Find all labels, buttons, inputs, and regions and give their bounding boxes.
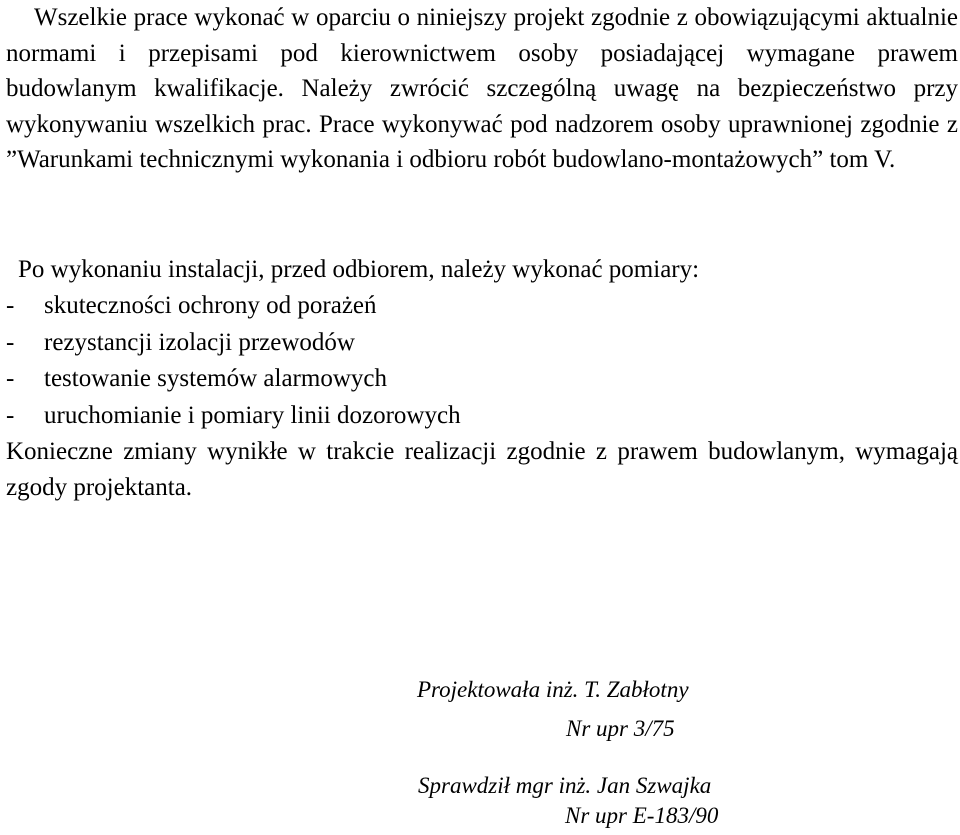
checker-license-number: Nr upr E-183/90	[565, 803, 719, 828]
list-item-text: skuteczności ochrony od porażeń	[44, 292, 377, 319]
measurements-intro: Po wykonaniu instalacji, przed odbiorem, należy wykonać pomiary:	[18, 256, 700, 283]
list-marker: -	[6, 292, 15, 319]
list-item	[6, 288, 461, 325]
intro-paragraph: Wszelkie prace wykonać w oparciu o niniejszy projekt zgodnie z obowiązującymi aktualnie normami i przepisami pod kierownictwem osoby posiadającej wymagane prawem budowlanym kwalifikacje. Należy zwrócić szczególną uwagę na bezpieczeństwo przy wykonywaniu wszelkich prac. Prace wykonywać pod nadzorem osoby uprawnionej zgodnie z ”Warunkami technicznymi wykonania i odbioru robót budowlano-montażowych” tom V.	[6, 4, 958, 173]
list-item	[6, 398, 461, 435]
designer-signature-line: Projektowała inż. T. Zabłotny	[417, 677, 689, 702]
list-item-text: uruchomianie i pomiary linii dozorowych	[44, 401, 461, 429]
measurements-list	[6, 288, 461, 434]
list-item	[6, 325, 461, 362]
closing-paragraph: Konieczne zmiany wynikłe w trakcie realizacji zgodnie z prawem budowlanym, wymagają zgody projektanta.	[6, 438, 958, 501]
designer-license-number: Nr upr 3/75	[566, 716, 675, 741]
list-marker: -	[6, 401, 15, 429]
list-marker: -	[6, 328, 15, 356]
list-item	[6, 361, 461, 398]
checker-signature-line: Sprawdził mgr inż. Jan Szwajka	[418, 773, 712, 798]
list-marker: -	[6, 365, 15, 392]
list-item-text: rezystancji izolacji przewodów	[44, 328, 355, 356]
list-item-text: testowanie systemów alarmowych	[44, 365, 387, 392]
